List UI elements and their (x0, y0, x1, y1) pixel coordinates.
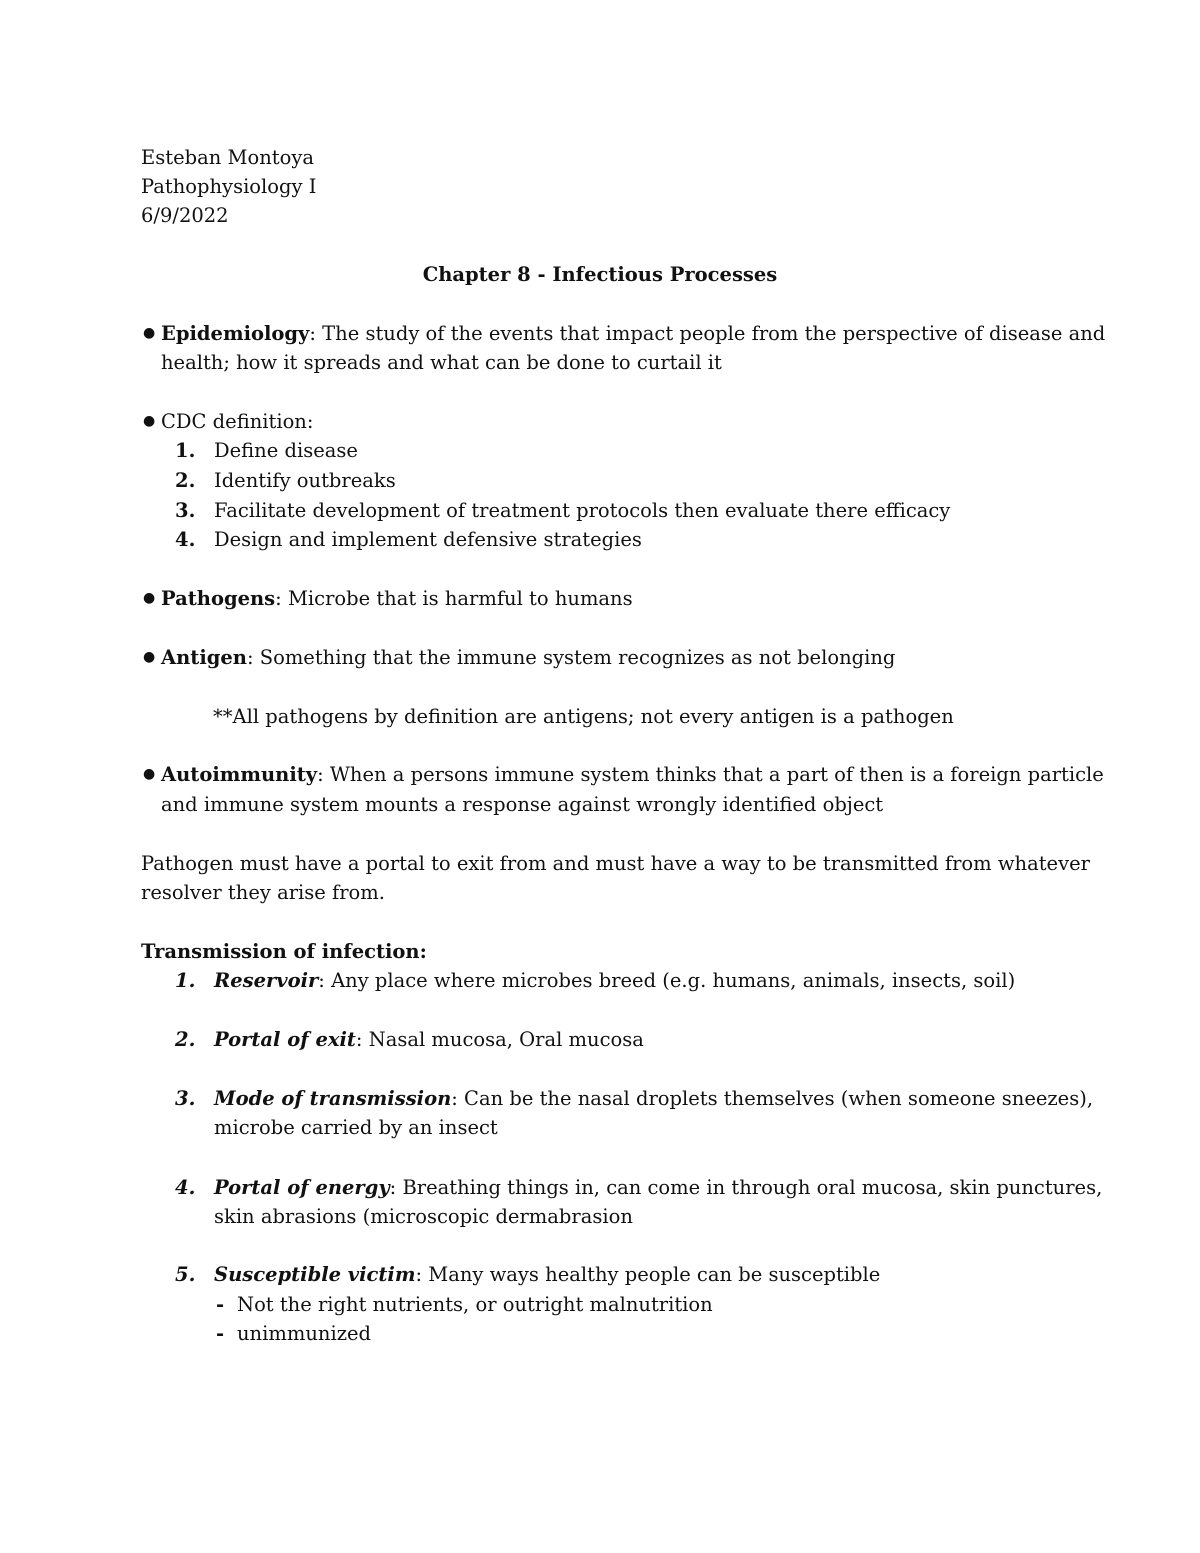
pathogen-paragraph-cont: resolver they arise from. (141, 881, 385, 904)
transmission-text: : Many ways healthy people can be susceptible (415, 1263, 881, 1286)
epidemiology-text-cont: health; how it spreads and what can be done to curtail it (161, 351, 722, 374)
transmission-term: Reservoir (214, 969, 319, 992)
epidemiology-text: : The study of the events that impact people from the perspective of disease and (309, 322, 1106, 345)
list-number: 4. (175, 528, 196, 551)
cdc-label: CDC definition: (161, 410, 314, 433)
transmission-text-cont: microbe carried by an insect (214, 1116, 498, 1139)
transmission-term: Portal of energy (214, 1176, 390, 1199)
list-item: Facilitate development of treatment protocols then evaluate there efficacy (214, 499, 951, 522)
antigen-note: **All pathogens by definition are antigens; not every antigen is a pathogen (213, 705, 954, 728)
list-number: 3. (175, 1087, 196, 1110)
list-number: 2. (175, 469, 196, 492)
list-number: 4. (175, 1176, 196, 1199)
transmission-heading: Transmission of infection: (141, 940, 427, 963)
bullet-icon: ● (143, 649, 156, 665)
list-item: Identify outbreaks (214, 469, 396, 492)
autoimmunity-definition (161, 760, 1104, 789)
transmission-term: Mode of transmission (214, 1087, 452, 1110)
transmission-text-cont: skin abrasions (microscopic dermabrasion (214, 1205, 633, 1228)
pathogen-paragraph: Pathogen must have a portal to exit from and must have a way to be transmitted from whatever (141, 852, 1090, 875)
transmission-term: Portal of exit (214, 1028, 356, 1051)
epidemiology-term: Epidemiology (161, 322, 310, 345)
bullet-icon: ● (143, 590, 156, 606)
transmission-item (214, 1084, 1093, 1113)
list-item: Design and implement defensive strategies (214, 528, 642, 551)
sub-list-item: unimmunized (237, 1322, 371, 1345)
antigen-term: Antigen (161, 646, 247, 669)
transmission-text: : Can be the nasal droplets themselves (when someone sneezes), (451, 1087, 1094, 1110)
bullet-icon: ● (143, 766, 156, 782)
antigen-definition (161, 643, 895, 672)
transmission-item (214, 1173, 1102, 1202)
autoimmunity-text-cont: and immune system mounts a response against wrongly identified object (161, 793, 884, 816)
autoimmunity-term: Autoimmunity (161, 763, 318, 786)
list-number: 1. (175, 439, 196, 462)
course-name: Pathophysiology I (141, 175, 317, 198)
pathogens-definition (161, 584, 633, 613)
page-title: Chapter 8 - Infectious Processes (422, 263, 778, 286)
transmission-item (214, 966, 1015, 995)
autoimmunity-text: : When a persons immune system thinks that a part of then is a foreign particle (317, 763, 1104, 786)
transmission-item (214, 1025, 644, 1054)
sub-list-item: Not the right nutrients, or outright malnutrition (237, 1293, 713, 1316)
document-date: 6/9/2022 (141, 204, 229, 227)
dash-icon: - (216, 1293, 225, 1316)
bullet-icon: ● (143, 413, 156, 429)
transmission-text: : Breathing things in, can come in through oral mucosa, skin punctures, (389, 1176, 1103, 1199)
list-number: 2. (175, 1028, 196, 1051)
pathogens-text: : Microbe that is harmful to humans (275, 587, 633, 610)
transmission-text: : Any place where microbes breed (e.g. humans, animals, insects, soil) (318, 969, 1016, 992)
transmission-item (214, 1260, 880, 1289)
transmission-text: : Nasal mucosa, Oral mucosa (355, 1028, 644, 1051)
list-number: 1. (175, 969, 196, 992)
dash-icon: - (216, 1322, 225, 1345)
pathogens-term: Pathogens (161, 587, 276, 610)
list-item: Define disease (214, 439, 358, 462)
author-name: Esteban Montoya (141, 146, 314, 169)
epidemiology-definition (161, 319, 1105, 348)
list-number: 3. (175, 499, 196, 522)
list-number: 5. (175, 1263, 196, 1286)
bullet-icon: ● (143, 325, 156, 341)
transmission-term: Susceptible victim (214, 1263, 416, 1286)
antigen-text: : Something that the immune system recognizes as not belonging (246, 646, 896, 669)
